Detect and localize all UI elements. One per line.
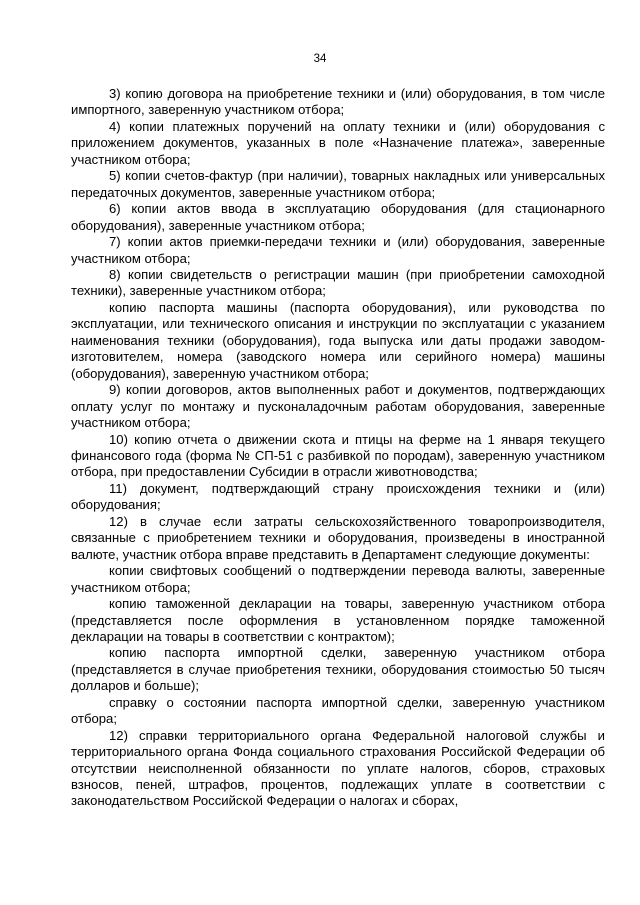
- page-number: 34: [313, 53, 327, 65]
- paragraph-swift-copies: копии свифтовых сообщений о подтверждении перевода валюты, заверенные участником отбора;: [71, 563, 605, 595]
- paragraph-item-5: 5) копии счетов-фактур (при наличии), товарных накладных или универсальных передаточных документов, заверенные участником отбора;: [71, 168, 605, 200]
- paragraph-item-10: 10) копию отчета о движении скота и птицы на ферме на 1 января текущего финансового года (форма № СП-51 с разбивкой по породам), заверенную участником отбора, при предоставлении Субсидии в отрасли животноводства;: [71, 431, 605, 480]
- paragraph-import-passport: копию паспорта импортной сделки, заверенную участником отбора (представляется в случае приобретения техники, оборудования стоимостью 50 тысяч долларов и больше);: [71, 645, 605, 694]
- paragraph-item-7: 7) копии актов приемки-передачи техники и (или) оборудования, заверенные участником отбора;: [71, 234, 605, 266]
- paragraph-item-9: 9) копии договоров, актов выполненных работ и документов, подтверждающих оплату услуг по монтажу и пусконаладочным работам оборудования, заверенные участником отбора;: [71, 382, 605, 431]
- paragraph-customs-declaration: копию таможенной декларации на товары, заверенную участником отбора (представляется после оформления в установленном порядке таможенной декларации на товары в соответствии с контрактом);: [71, 596, 605, 644]
- paragraph-item-4: 4) копии платежных поручений на оплату техники и (или) оборудования с приложением документов, указанных в поле «Назначение платежа», заверенные участником отбора;: [71, 118, 605, 167]
- paragraph-item-11: 11) документ, подтверждающий страну происхождения техники и (или) оборудования;: [71, 480, 605, 513]
- paragraph-item-8: 8) копии свидетельств о регистрации машин (при приобретении самоходной техники), заверенные участником отбора;: [71, 266, 605, 299]
- paragraph-item-12-tax-certificates: 12) справки территориального органа Федеральной налоговой службы и территориального органа Фонда социального страхования Российской Федерации об отсутствии неисполненной обязанности по уплате налогов, сборов, страховых взносов, пеней, штрафов, процентов, подлежащих уплате в соответствии с законодательством Российской Федерации о налогах и сборах,: [71, 727, 605, 809]
- paragraph-item-12-currency: 12) в случае если затраты сельскохозяйственного товаропроизводителя, связанные с приобретением техники и оборудования, произведены в иностранной валюте, участник отбора вправе представить в Департамент следующие документы:: [71, 513, 605, 562]
- paragraph-import-passport-status: справку о состоянии паспорта импортной сделки, заверенную участником отбора;: [71, 694, 605, 727]
- paragraph-item-6: 6) копии актов ввода в эксплуатацию оборудования (для стационарного оборудования), заверенные участником отбора;: [71, 201, 605, 233]
- paragraph-item-8-passport: копию паспорта машины (паспорта оборудования), или руководства по эксплуатации, или технического описания и инструкции по эксплуатации с указанием наименования техники (оборудования), года выпуска или даты продажи заводом-изготовителем, номера (заводского номера или серийного номера) машины (оборудования), заверенную участником отбора;: [71, 299, 605, 381]
- paragraph-item-3: 3) копию договора на приобретение техники и (или) оборудования, в том числе импортного, заверенную участником отбора;: [71, 86, 605, 118]
- document-body: [71, 86, 605, 810]
